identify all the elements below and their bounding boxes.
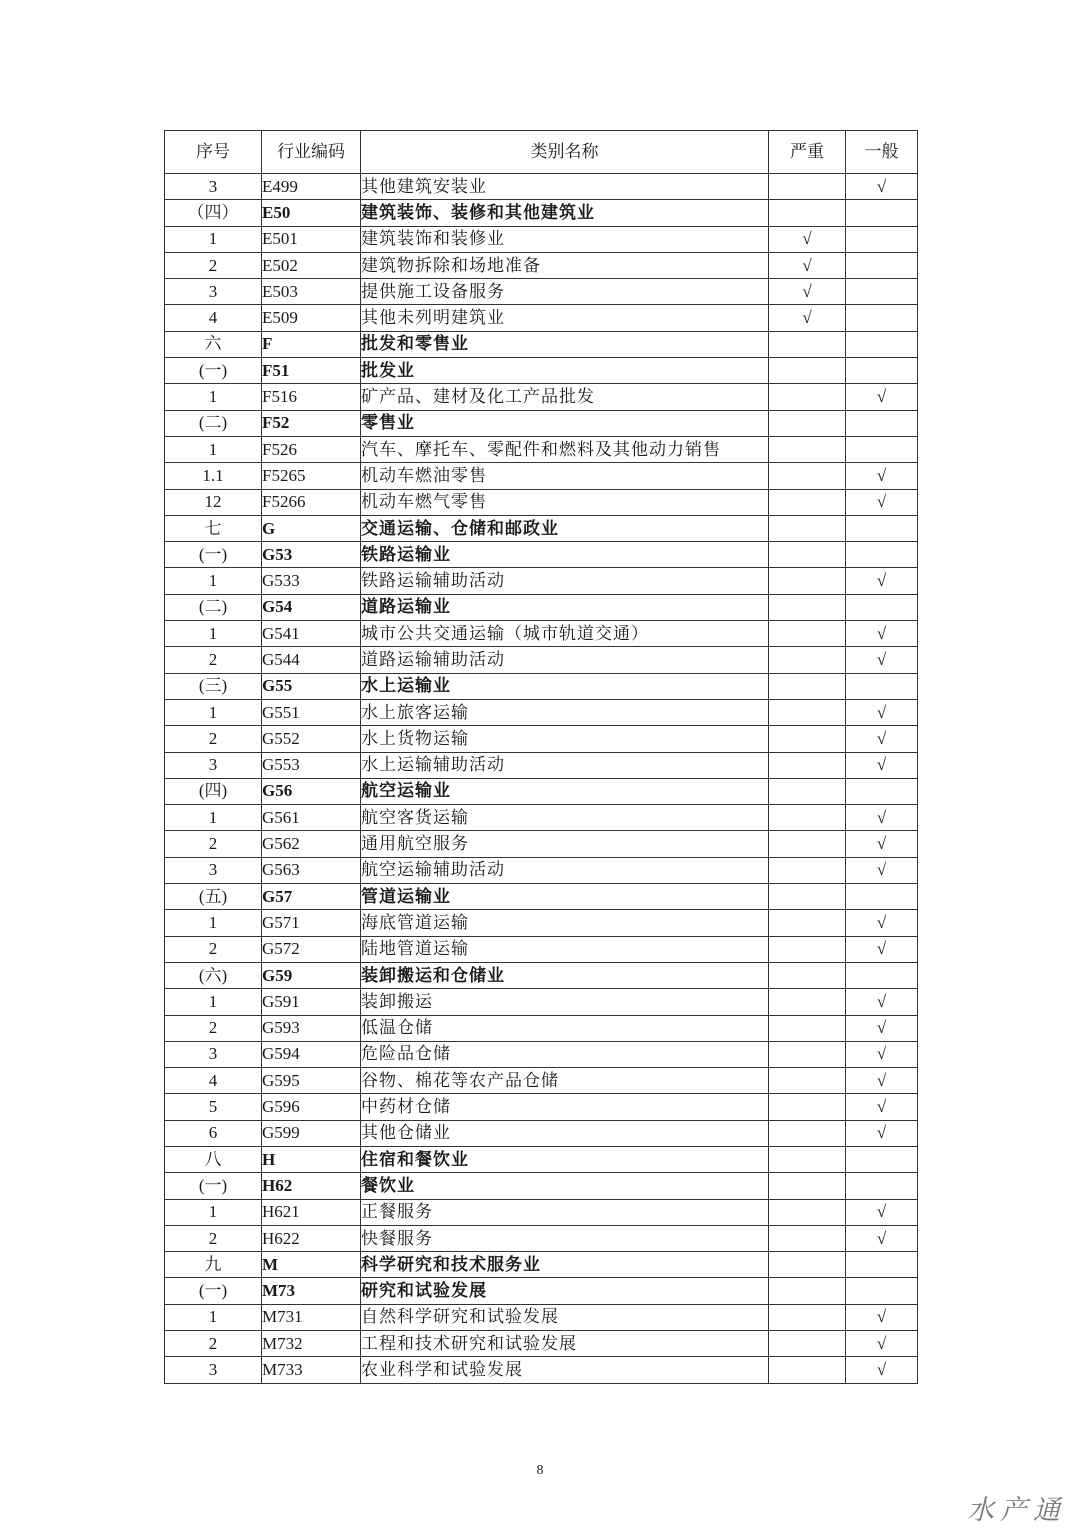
row-name-cell: 水上货物运输 [361, 726, 769, 752]
row-general-mark: √ [846, 1225, 918, 1251]
row-seq-cell: 12 [165, 489, 262, 515]
row-seq-cell: 七 [165, 515, 262, 541]
table-row [165, 542, 918, 568]
row-general-mark [846, 962, 918, 988]
row-code-cell: F [262, 331, 361, 357]
row-severe-mark [769, 515, 846, 541]
row-general-mark: √ [846, 1120, 918, 1146]
row-name-cell: 低温仓储 [361, 1015, 769, 1041]
row-seq-cell: (六) [165, 962, 262, 988]
table-row [165, 1173, 918, 1199]
row-name-cell: 通用航空服务 [361, 831, 769, 857]
row-general-mark: √ [846, 1015, 918, 1041]
row-general-mark: √ [846, 831, 918, 857]
row-seq-cell: 1 [165, 384, 262, 410]
row-general-mark: √ [846, 621, 918, 647]
row-general-mark [846, 1278, 918, 1304]
row-severe-mark [769, 1225, 846, 1251]
row-general-mark [846, 542, 918, 568]
row-severe-mark [769, 489, 846, 515]
row-general-mark: √ [846, 1304, 918, 1330]
table-row [165, 857, 918, 883]
table-row [165, 1094, 918, 1120]
row-severe-mark [769, 989, 846, 1015]
row-general-mark: √ [846, 936, 918, 962]
row-name-cell: 提供施工设备服务 [361, 279, 769, 305]
row-code-cell: F5265 [262, 463, 361, 489]
row-code-cell: G599 [262, 1120, 361, 1146]
row-name-cell: 航空客货运输 [361, 805, 769, 831]
row-code-cell: G533 [262, 568, 361, 594]
row-code-cell: G551 [262, 699, 361, 725]
row-severe-mark [769, 1146, 846, 1172]
row-name-cell: 批发业 [361, 358, 769, 384]
row-name-cell: 住宿和餐饮业 [361, 1146, 769, 1172]
table-row [165, 1304, 918, 1330]
row-code-cell: G59 [262, 962, 361, 988]
row-seq-cell: 1 [165, 699, 262, 725]
row-code-cell: M731 [262, 1304, 361, 1330]
row-general-mark: √ [846, 384, 918, 410]
row-seq-cell: 5 [165, 1094, 262, 1120]
row-code-cell: G571 [262, 910, 361, 936]
row-code-cell: M [262, 1252, 361, 1278]
row-severe-mark [769, 410, 846, 436]
row-name-cell: 海底管道运输 [361, 910, 769, 936]
row-code-cell: E50 [262, 200, 361, 226]
row-general-mark [846, 594, 918, 620]
row-name-cell: 建筑装饰和装修业 [361, 226, 769, 252]
row-seq-cell: 九 [165, 1252, 262, 1278]
row-severe-mark [769, 436, 846, 462]
row-general-mark [846, 884, 918, 910]
row-code-cell: M732 [262, 1331, 361, 1357]
row-seq-cell: 2 [165, 1015, 262, 1041]
row-seq-cell: (二) [165, 594, 262, 620]
row-code-cell: G596 [262, 1094, 361, 1120]
row-code-cell: G563 [262, 857, 361, 883]
row-general-mark: √ [846, 699, 918, 725]
row-name-cell: 批发和零售业 [361, 331, 769, 357]
row-seq-cell: (一) [165, 1173, 262, 1199]
row-seq-cell: 3 [165, 857, 262, 883]
row-name-cell: 道路运输辅助活动 [361, 647, 769, 673]
row-name-cell: 危险品仓储 [361, 1041, 769, 1067]
table-row [165, 568, 918, 594]
table-row [165, 805, 918, 831]
row-seq-cell: 1 [165, 621, 262, 647]
table-row [165, 279, 918, 305]
row-general-mark [846, 436, 918, 462]
row-severe-mark [769, 962, 846, 988]
table-row [165, 621, 918, 647]
row-name-cell: 谷物、棉花等农产品仓储 [361, 1068, 769, 1094]
row-code-cell: M733 [262, 1357, 361, 1383]
table-row [165, 884, 918, 910]
row-name-cell: 自然科学研究和试验发展 [361, 1304, 769, 1330]
row-code-cell: G572 [262, 936, 361, 962]
row-general-mark: √ [846, 647, 918, 673]
row-general-mark [846, 1173, 918, 1199]
table-row [165, 647, 918, 673]
row-general-mark: √ [846, 1331, 918, 1357]
table-row [165, 226, 918, 252]
row-general-mark: √ [846, 726, 918, 752]
row-severe-mark [769, 174, 846, 200]
row-severe-mark [769, 884, 846, 910]
row-severe-mark [769, 1015, 846, 1041]
row-general-mark [846, 331, 918, 357]
row-seq-cell: 6 [165, 1120, 262, 1146]
row-general-mark: √ [846, 489, 918, 515]
row-severe-mark [769, 1199, 846, 1225]
row-general-mark: √ [846, 752, 918, 778]
row-name-cell: 工程和技术研究和试验发展 [361, 1331, 769, 1357]
row-severe-mark [769, 831, 846, 857]
table-row [165, 515, 918, 541]
header-name: 类别名称 [361, 131, 769, 174]
row-seq-cell: 2 [165, 252, 262, 278]
table-row [165, 410, 918, 436]
row-severe-mark [769, 1094, 846, 1120]
row-name-cell: 汽车、摩托车、零配件和燃料及其他动力销售 [361, 436, 769, 462]
table-row [165, 594, 918, 620]
row-name-cell: 零售业 [361, 410, 769, 436]
row-general-mark: √ [846, 1094, 918, 1120]
row-name-cell: 道路运输业 [361, 594, 769, 620]
row-severe-mark [769, 1068, 846, 1094]
row-code-cell: G [262, 515, 361, 541]
row-name-cell: 快餐服务 [361, 1225, 769, 1251]
row-seq-cell: 2 [165, 647, 262, 673]
row-severe-mark [769, 568, 846, 594]
row-seq-cell: 1 [165, 1304, 262, 1330]
table-row [165, 1120, 918, 1146]
row-name-cell: 研究和试验发展 [361, 1278, 769, 1304]
row-severe-mark [769, 358, 846, 384]
row-severe-mark [769, 726, 846, 752]
row-name-cell: 航空运输辅助活动 [361, 857, 769, 883]
row-name-cell: 其他仓储业 [361, 1120, 769, 1146]
row-seq-cell: 1 [165, 1199, 262, 1225]
row-code-cell: G56 [262, 778, 361, 804]
row-general-mark [846, 305, 918, 331]
row-name-cell: 建筑物拆除和场地准备 [361, 252, 769, 278]
table-row [165, 436, 918, 462]
industry-table [164, 130, 918, 1384]
row-severe-mark [769, 699, 846, 725]
row-code-cell: G594 [262, 1041, 361, 1067]
row-general-mark [846, 778, 918, 804]
header-severe: 严重 [769, 131, 846, 174]
row-code-cell: F5266 [262, 489, 361, 515]
row-code-cell: G544 [262, 647, 361, 673]
row-severe-mark [769, 1120, 846, 1146]
table-row [165, 989, 918, 1015]
row-severe-mark [769, 1173, 846, 1199]
row-severe-mark [769, 1357, 846, 1383]
row-general-mark: √ [846, 1357, 918, 1383]
row-severe-mark: √ [769, 226, 846, 252]
row-name-cell: 城市公共交通运输（城市轨道交通） [361, 621, 769, 647]
header-seq: 序号 [165, 131, 262, 174]
row-general-mark [846, 673, 918, 699]
row-seq-cell: 八 [165, 1146, 262, 1172]
row-name-cell: 餐饮业 [361, 1173, 769, 1199]
row-severe-mark: √ [769, 252, 846, 278]
row-severe-mark [769, 805, 846, 831]
row-code-cell: G562 [262, 831, 361, 857]
row-seq-cell: 2 [165, 1331, 262, 1357]
row-code-cell: G591 [262, 989, 361, 1015]
table-row [165, 962, 918, 988]
row-general-mark [846, 252, 918, 278]
row-name-cell: 农业科学和试验发展 [361, 1357, 769, 1383]
row-seq-cell: 六 [165, 331, 262, 357]
row-code-cell: E502 [262, 252, 361, 278]
row-severe-mark [769, 752, 846, 778]
row-seq-cell: 2 [165, 1225, 262, 1251]
row-seq-cell: (一) [165, 1278, 262, 1304]
row-code-cell: E503 [262, 279, 361, 305]
table-row [165, 936, 918, 962]
row-general-mark: √ [846, 1041, 918, 1067]
table-row [165, 1015, 918, 1041]
table-row [165, 1357, 918, 1383]
row-severe-mark [769, 910, 846, 936]
row-general-mark [846, 515, 918, 541]
row-severe-mark [769, 621, 846, 647]
row-seq-cell: 1 [165, 989, 262, 1015]
row-severe-mark [769, 1304, 846, 1330]
row-code-cell: G553 [262, 752, 361, 778]
table-row [165, 1252, 918, 1278]
row-seq-cell: 1 [165, 436, 262, 462]
table-row [165, 831, 918, 857]
row-severe-mark [769, 1041, 846, 1067]
row-code-cell: G595 [262, 1068, 361, 1094]
row-name-cell: 航空运输业 [361, 778, 769, 804]
row-general-mark: √ [846, 463, 918, 489]
row-general-mark: √ [846, 1068, 918, 1094]
table-row [165, 174, 918, 200]
row-severe-mark [769, 647, 846, 673]
row-code-cell: G53 [262, 542, 361, 568]
row-severe-mark [769, 673, 846, 699]
row-general-mark: √ [846, 989, 918, 1015]
row-general-mark [846, 410, 918, 436]
row-name-cell: 正餐服务 [361, 1199, 769, 1225]
watermark-logo: 水产通 [967, 1495, 1066, 1526]
row-code-cell: G54 [262, 594, 361, 620]
table-row [165, 463, 918, 489]
table-row [165, 1278, 918, 1304]
row-seq-cell: 1 [165, 910, 262, 936]
row-name-cell: 装卸搬运 [361, 989, 769, 1015]
row-seq-cell: 3 [165, 279, 262, 305]
row-severe-mark [769, 463, 846, 489]
row-seq-cell: 2 [165, 936, 262, 962]
row-severe-mark [769, 936, 846, 962]
row-name-cell: 水上运输辅助活动 [361, 752, 769, 778]
row-code-cell: F51 [262, 358, 361, 384]
row-seq-cell: 3 [165, 1041, 262, 1067]
row-name-cell: 管道运输业 [361, 884, 769, 910]
table-body [165, 174, 918, 1384]
row-severe-mark [769, 331, 846, 357]
row-seq-cell: 2 [165, 726, 262, 752]
row-general-mark [846, 1252, 918, 1278]
row-general-mark: √ [846, 910, 918, 936]
row-seq-cell: (一) [165, 358, 262, 384]
table-row [165, 1331, 918, 1357]
row-code-cell: G541 [262, 621, 361, 647]
row-seq-cell: (二) [165, 410, 262, 436]
row-seq-cell: 1 [165, 805, 262, 831]
row-general-mark: √ [846, 805, 918, 831]
header-code: 行业编码 [262, 131, 361, 174]
table-row [165, 1068, 918, 1094]
row-seq-cell: 3 [165, 752, 262, 778]
row-severe-mark [769, 200, 846, 226]
row-name-cell: 机动车燃气零售 [361, 489, 769, 515]
row-general-mark: √ [846, 857, 918, 883]
row-code-cell: G593 [262, 1015, 361, 1041]
table-row [165, 489, 918, 515]
table-row [165, 384, 918, 410]
table-row [165, 1146, 918, 1172]
row-general-mark: √ [846, 568, 918, 594]
row-seq-cell: (五) [165, 884, 262, 910]
row-code-cell: G561 [262, 805, 361, 831]
page-number: 8 [536, 1463, 544, 1478]
row-code-cell: G552 [262, 726, 361, 752]
row-seq-cell: (四) [165, 778, 262, 804]
row-severe-mark: √ [769, 305, 846, 331]
row-code-cell: H621 [262, 1199, 361, 1225]
table-row [165, 1225, 918, 1251]
row-name-cell: 建筑装饰、装修和其他建筑业 [361, 200, 769, 226]
row-code-cell: E509 [262, 305, 361, 331]
row-name-cell: 装卸搬运和仓储业 [361, 962, 769, 988]
table-row [165, 331, 918, 357]
table-row [165, 699, 918, 725]
row-seq-cell: （四） [165, 200, 262, 226]
row-name-cell: 中药材仓储 [361, 1094, 769, 1120]
row-code-cell: E499 [262, 174, 361, 200]
row-code-cell: H62 [262, 1173, 361, 1199]
row-severe-mark [769, 542, 846, 568]
header-general: 一般 [846, 131, 918, 174]
row-name-cell: 矿产品、建材及化工产品批发 [361, 384, 769, 410]
table-row [165, 200, 918, 226]
row-seq-cell: 3 [165, 174, 262, 200]
row-seq-cell: 4 [165, 1068, 262, 1094]
row-severe-mark [769, 1278, 846, 1304]
row-code-cell: G55 [262, 673, 361, 699]
row-name-cell: 交通运输、仓储和邮政业 [361, 515, 769, 541]
table-row [165, 1199, 918, 1225]
row-severe-mark [769, 1252, 846, 1278]
row-code-cell: M73 [262, 1278, 361, 1304]
row-name-cell: 其他未列明建筑业 [361, 305, 769, 331]
table-row [165, 726, 918, 752]
row-seq-cell: 1.1 [165, 463, 262, 489]
row-code-cell: E501 [262, 226, 361, 252]
row-name-cell: 其他建筑安装业 [361, 174, 769, 200]
table-row [165, 252, 918, 278]
row-name-cell: 科学研究和技术服务业 [361, 1252, 769, 1278]
row-seq-cell: (三) [165, 673, 262, 699]
row-code-cell: F526 [262, 436, 361, 462]
table-row [165, 358, 918, 384]
row-seq-cell: (一) [165, 542, 262, 568]
row-seq-cell: 3 [165, 1357, 262, 1383]
table-row [165, 910, 918, 936]
table-header-row [165, 131, 918, 174]
row-name-cell: 水上运输业 [361, 673, 769, 699]
row-general-mark [846, 1146, 918, 1172]
row-name-cell: 铁路运输辅助活动 [361, 568, 769, 594]
row-name-cell: 铁路运输业 [361, 542, 769, 568]
row-general-mark [846, 226, 918, 252]
row-severe-mark [769, 778, 846, 804]
row-seq-cell: 4 [165, 305, 262, 331]
row-code-cell: H622 [262, 1225, 361, 1251]
row-seq-cell: 2 [165, 831, 262, 857]
table-row [165, 305, 918, 331]
row-general-mark: √ [846, 1199, 918, 1225]
table-row [165, 778, 918, 804]
row-code-cell: F52 [262, 410, 361, 436]
row-general-mark [846, 200, 918, 226]
row-name-cell: 水上旅客运输 [361, 699, 769, 725]
row-general-mark [846, 358, 918, 384]
row-name-cell: 陆地管道运输 [361, 936, 769, 962]
row-severe-mark [769, 384, 846, 410]
row-severe-mark: √ [769, 279, 846, 305]
row-seq-cell: 1 [165, 568, 262, 594]
row-code-cell: H [262, 1146, 361, 1172]
row-code-cell: F516 [262, 384, 361, 410]
table-row [165, 752, 918, 778]
row-severe-mark [769, 594, 846, 620]
row-general-mark [846, 279, 918, 305]
row-seq-cell: 1 [165, 226, 262, 252]
table-row [165, 673, 918, 699]
row-name-cell: 机动车燃油零售 [361, 463, 769, 489]
row-severe-mark [769, 1331, 846, 1357]
row-general-mark: √ [846, 174, 918, 200]
row-severe-mark [769, 857, 846, 883]
table-row [165, 1041, 918, 1067]
row-code-cell: G57 [262, 884, 361, 910]
